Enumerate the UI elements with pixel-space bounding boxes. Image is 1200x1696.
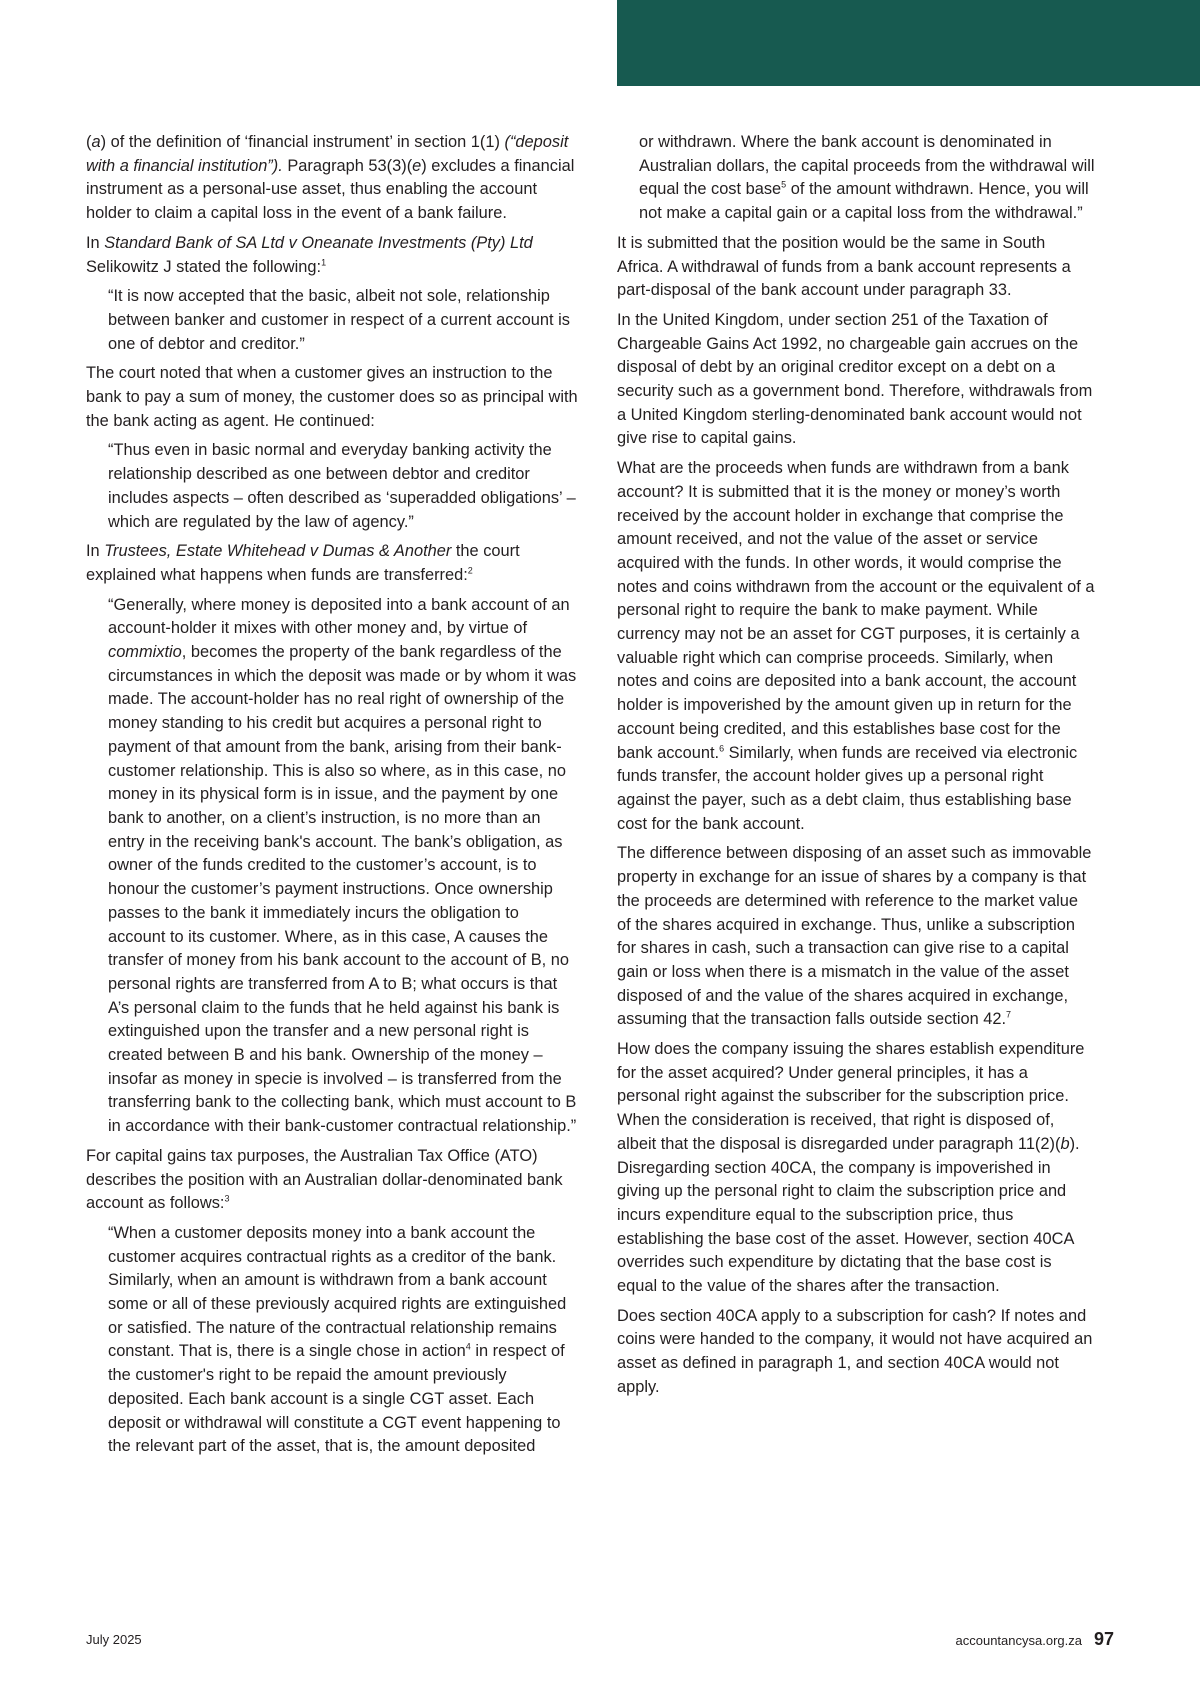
paragraph: For capital gains tax purposes, the Australian Tax Office (ATO) describes the position with an Australian dollar-denominated bank account as follows:$^3$ — [86, 1146, 563, 1213]
paragraph: What are the proceeds when funds are withdrawn from a bank account? It is submitted that it is the money or money’s worth received by the account holder in exchange that comprise the amount received, and not the value of the asset or service acquired with the funds. In other words, it would comprise the notes and coins withdrawn from the account or the equivalent of a personal right to require the bank to make payment. While currency may not be an asset for CGT purposes, it is certainly a valuable right which can comprise proceeds. Similarly, when notes and coins are deposited into a bank account, the account holder is impoverished by the amount given up in return for the account being credited, and this establishes base cost for the bank account.$^6$ Similarly, when funds are received via electronic funds transfer, the account holder gives up a personal right against the payer, such as a debt claim, thus establishing base cost for the bank account. — [617, 459, 1095, 833]
footnote-ref: 5 — [781, 179, 787, 190]
header-color-band — [617, 0, 1200, 86]
paragraph: (a) of the definition of ‘financial instrument’ in section 1(1) (“deposit with a financial institution”). Paragraph 53(3)(e) excludes a financial instrument as a personal-use asset, thus enabling the account holder to claim a capital loss in the event of a bank failure. — [86, 133, 575, 223]
block-quote: “It is now accepted that the basic, albeit not sole, relationship between banker and customer in respect of a current account is one of debtor and creditor.” — [108, 287, 570, 353]
footnote-ref: 2 — [467, 565, 473, 576]
paragraph: The court noted that when a customer gives an instruction to the bank to pay a sum of money, the customer does so as principal with the bank acting as agent. He continued: — [86, 364, 578, 430]
paragraph: In the United Kingdom, under section 251 of the Taxation of Chargeable Gains Act 1992, no chargeable gain accrues on the disposal of debt by an original creditor except on a debt on a security such as a government bond. Therefore, withdrawals from a United Kingdom sterling-denominated bank account would not give rise to capital gains. — [617, 310, 1093, 448]
block-quote: “When a customer deposits money into a bank account the customer acquires contractual rights as a creditor of the bank. Similarly, when an amount is withdrawn from a bank account some or all of these previously acquired rights are extinguished or satisfied. The nature of the contractual relationship remains constant. That is, there is a single chose in action$^4$ in respect of the customer's right to be repaid the amount previously deposited. Each bank account is a single CGT asset. Each deposit or withdrawal will constitute a CGT event happening to the relevant part of the asset, that is, the amount deposited — [108, 1223, 567, 1456]
case-name: Standard Bank of SA Ltd v Oneanate Investments (Pty) Ltd — [104, 233, 533, 252]
block-quote: “Generally, where money is deposited into a bank account of an account-holder it mixes with other money and, by virtue of commixtio, becomes the property of the bank regardless of the circumstances in which the deposit was made or by whom it was made. The account-holder has no real right of ownership of the money standing to his credit but acquires a personal right to payment of that amount from the bank, arising from their bank-customer relationship. This is also so where, as in this case, no money in its physical form is in issue, and the payment by one bank to another, on a client’s instruction, is no more than an entry in the receiving bank's account. The bank’s obligation, as owner of the funds credited to the customer’s account, is to honour the customer’s payment instructions. Once ownership passes to the bank it immediately incurs the obligation to account to its customer. Where, as in this case, A causes the transfer of money from his bank account to the account of B, no personal rights are transferred from A to B; what occurs is that A’s personal claim to the funds that he held against his bank is extinguished upon the transfer and a new personal right is created between B and his bank. Ownership of the money – insofar as money in specie is involved – is transferred from the transferring bank to the collecting bank, which must account to B in accordance with their bank-customer contractual relationship.” — [108, 595, 577, 1136]
paragraph: In Standard Bank of SA Ltd v Oneanate Investments (Pty) Ltd Selikowitz J stated the following:$^1$ — [86, 233, 533, 276]
article-left-column — [86, 131, 580, 1465]
footer-website: accountancysa.org.za — [955, 1633, 1082, 1648]
footnote-ref: 6 — [719, 743, 725, 754]
page-number: 97 — [1093, 1629, 1114, 1649]
paragraph: How does the company issuing the shares establish expenditure for the asset acquired? Under general principles, it has a personal right against the subscriber for the subscription price. When the consideration is received, that right is disposed of, albeit that the disposal is disregarded under paragraph 11(2)(b). Disregarding section 40CA, the company is impoverished in giving up the personal right to claim the subscription price and incurs expenditure equal to the subscription price, thus establishing the base cost of the asset. However, section 40CA overrides such expenditure by dictating that the base cost is equal to the value of the shares after the transaction. — [617, 1040, 1085, 1296]
article-right-column — [617, 131, 1095, 1406]
footer-right — [956, 1628, 1115, 1652]
footnote-ref: 3 — [224, 1193, 230, 1204]
paragraph: Does section 40CA apply to a subscription for cash? If notes and coins were handed to the company, it would not have acquired an asset as defined in paragraph 1, and section 40CA would not apply. — [617, 1306, 1093, 1396]
paragraph: It is submitted that the position would be the same in South Africa. A withdrawal of funds from a bank account represents a part-disposal of the bank account under paragraph 33. — [617, 233, 1071, 300]
block-quote: “Thus even in basic normal and everyday banking activity the relationship described as one between debtor and creditor includes aspects – often described as ‘superadded obligations’ – which are regulated by the law of agency.” — [108, 441, 576, 531]
block-quote-continued: or withdrawn. Where the bank account is denominated in Australian dollars, the capital proceeds from the withdrawal will equal the cost base$^5$ of the amount withdrawn. Hence, you will not make a capital gain or a capital loss from the withdrawal.” — [639, 133, 1095, 223]
footnote-ref: 1 — [321, 257, 327, 268]
footer-date: July 2025 — [86, 1632, 142, 1647]
paragraph: The difference between disposing of an asset such as immovable property in exchange for an issue of shares by a company is that the proceeds are determined with reference to the market value of the shares acquired in exchange. Thus, unlike a subscription for shares in cash, such a transaction can give rise to a capital gain or loss when there is a mismatch in the value of the asset disposed of and the value of the shares acquired in exchange, assuming that the transaction falls outside section 42.$^7$ — [617, 844, 1092, 1029]
footnote-ref: 7 — [1006, 1009, 1012, 1020]
case-name: Trustees, Estate Whitehead v Dumas & Another — [104, 542, 452, 561]
footnote-ref: 4 — [465, 1341, 471, 1352]
paragraph: In Trustees, Estate Whitehead v Dumas & Another the court explained what happens when funds are transferred:$^2$ — [86, 542, 520, 584]
